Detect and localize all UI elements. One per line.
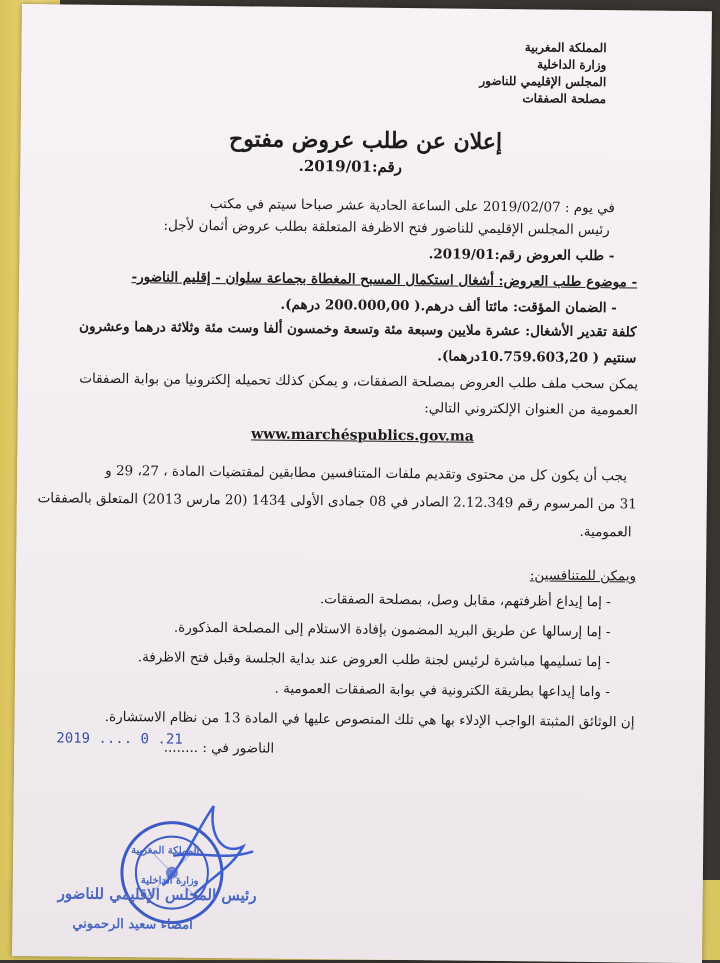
- supporting-documents-line: إن الوثائق المثبتة الواجب الإدلاء بها هي تلك المنصوص عليها في المادة 13 من نظام الاستشارة.: [104, 708, 635, 731]
- letterhead-kingdom: المملكة المغربية: [524, 40, 607, 56]
- stamp-outer-text: المملكة المغربية: [131, 845, 200, 857]
- reference-number: رقم:2019/01.: [298, 156, 403, 176]
- option-hand-delivery: - إما تسليمها مباشرة لرئيس لجنة طلب العروض عند بداية الجلسة وقبل فتح الاظرفة.: [137, 649, 611, 671]
- conformity-line-3: العمومية.: [579, 523, 632, 541]
- handwritten-date: 2019 .... 0 .21: [56, 730, 183, 748]
- portal-url-link[interactable]: www.marchéspublics.gov.ma: [251, 426, 474, 445]
- tender-subject-item: - موضوع طلب العروض: أشغال استكمال المسبح المغطاة بجماعة سلوان - إقليم الناضور-: [131, 269, 638, 291]
- signer-title: رئيس المجلس الإقليمي للناضور: [57, 884, 257, 905]
- document-page: [12, 4, 712, 963]
- letterhead-ministry: وزارة الداخلية: [537, 57, 607, 73]
- signer-name: امضاء سعيد الرحموني: [72, 916, 193, 933]
- place-date-label: الناضور في : ........: [163, 739, 275, 757]
- cost-estimate-line-1: كلفة تقدير الأشغال: عشرة ملايين وسبعة مئة وتسعة وخمسون ألفا وست مئة وثلاثة درهما وعشرون: [78, 318, 637, 341]
- letterhead-council: المجلس الإقليمي للناضور: [479, 73, 607, 90]
- opening-date-line: في يوم : 2019/02/07 على الساعة الحادية عشر صباحا سيتم في مكتب: [209, 195, 615, 217]
- option-electronic: - واما إيداعها بطريقة الكترونية في بوابة الصفقات العمومية .: [274, 680, 610, 701]
- provisional-bond-item: - الضمان المؤقت: مائتا ألف درهم.( 200.000,00 درهم).: [280, 296, 617, 317]
- dossier-line-1: يمكن سحب ملف طلب العروض بمصلحة الصفقات، و يمكن كذلك تحميله إلكترونيا من بوابة الصفقات: [79, 370, 639, 393]
- conformity-line-1: يجب أن يكون كل من محتوى وتقديم ملفات المتنافسين مطابقين لمقتضيات المادة ، 27، 29 و: [105, 462, 628, 485]
- tender-ref-item: - طلب العروض رقم:2019/01.: [428, 246, 615, 265]
- competitors-heading: ويمكن للمتنافسين:: [529, 567, 637, 585]
- conformity-line-2: 31 من المرسوم رقم 2.12.349 الصادر في 08 جمادى الأولى 1434 (20 مارس 2013) المتعلق بالصفقات: [37, 490, 637, 513]
- opening-place-line: رئيس المجلس الإقليمي للناضور فتح الاظرفة المتعلقة بطلب عروض أثمان لأجل:: [163, 217, 610, 239]
- page-title: إعلان عن طلب عروض مفتوح: [228, 126, 503, 156]
- letterhead: [479, 39, 607, 108]
- dossier-line-2: العمومية من العنوان الإلكتروني التالي:: [424, 400, 638, 419]
- stamp-inner-text: وزارة الداخلية: [140, 875, 199, 887]
- cost-estimate-line-2: سنتيم ( 10.759.603,20درهما).: [437, 348, 637, 367]
- option-deposit: - إما إيداع أظرفتهم، مقابل وصل، بمصلحة الصفقات.: [319, 591, 611, 611]
- letterhead-service: مصلحة الصفقات: [522, 91, 607, 107]
- option-mail: - إما إرسالها عن طريق البريد المضمون بإفادة الاستلام إلى المصلحة المذكورة.: [173, 619, 611, 641]
